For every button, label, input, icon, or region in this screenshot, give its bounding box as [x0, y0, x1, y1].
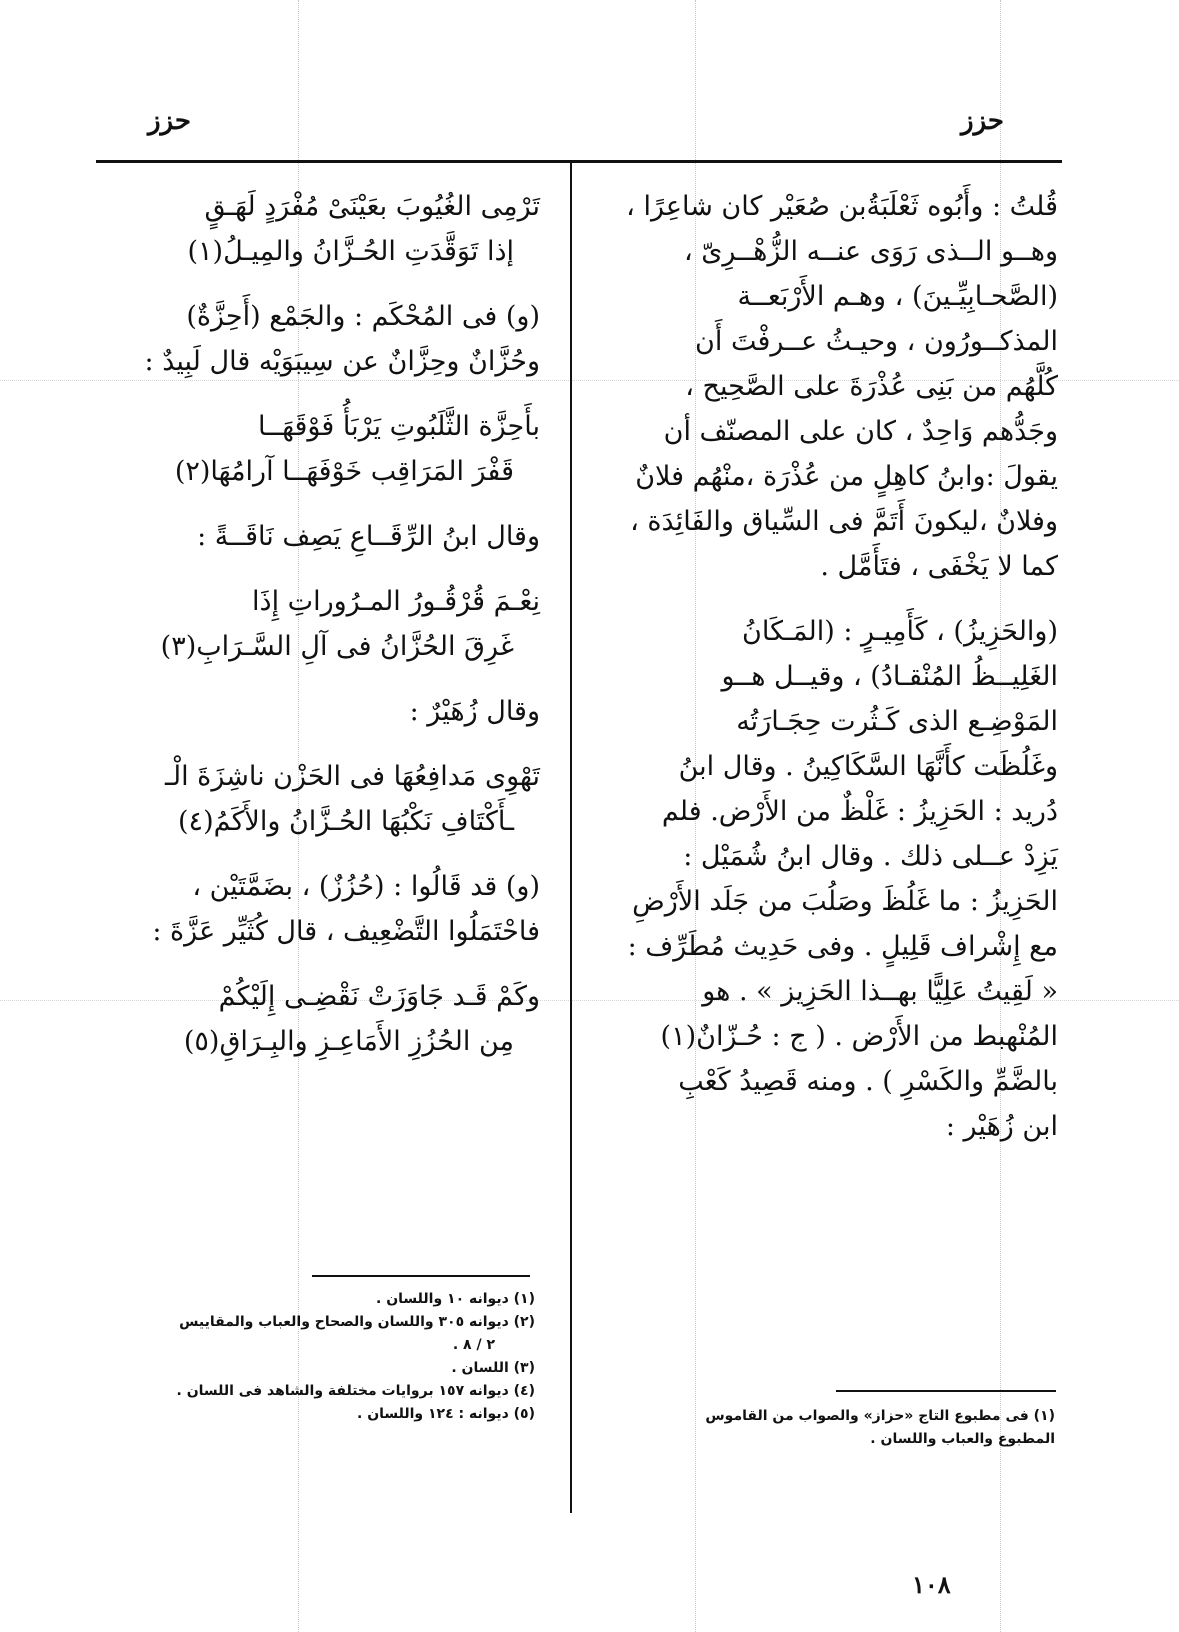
verse-line: غَرِقَ الحُزَّانُ فى آلِ السَّـرَابِ(٣)	[160, 631, 514, 662]
text-line: ابن زُهَيْر :	[945, 1111, 1058, 1142]
text-line: (الصَّحـابِيِّـينَ) ، وهـم الأَرْبَعــة	[737, 281, 1058, 312]
text-line: وحُزَّانٌ وحِزَّانٌ عن سِيبَوَيْه قال لَبِيدٌ :	[144, 346, 540, 377]
verse-line: بأَحِزَّة الثَّلَبُوتِ يَرْبَأُ فَوْقَهَــا	[258, 411, 540, 442]
verse-line: تَهْوِى مَدافِعُهَا فى الحَزْن ناشِزَةَ الْـ	[164, 761, 540, 792]
text-line: المَوْضِـع الذى كَـثُرت حِجَـارَتُه	[736, 706, 1058, 737]
footnote-line: (٣) اللسان .	[451, 1360, 535, 1376]
header-rule	[96, 160, 1062, 163]
text-line: قُلتُ : وأَبُوه ثَعْلَبَةُبن صُعَيْر كان شاعِرًا ،	[626, 191, 1058, 222]
text-line: يَزِدْ عــلى ذلك . وقال ابنُ شُمَيْل :	[683, 841, 1058, 872]
verse-line: تَرْمِى الغُيُوبَ بعَيْنَىْ مُفْرَدٍ لَهَـقٍ	[204, 191, 540, 222]
footnote-rule	[836, 1390, 1056, 1392]
verse-line: ـأَكْتَافِ نَكْبُهَا الحُـزَّانُ والأَكَمُ(٤)	[178, 806, 514, 837]
text-line: (و) قد قَالُوا : (حُزُزٌ) ، بضَمَّتَيْن ،	[192, 871, 540, 902]
text-line: (والحَزِيزُ) ، كَأَمِيـرٍ : (المَـكَانُ	[742, 616, 1058, 647]
text-line: وقال ابنُ الرِّقَــاعِ يَصِف نَاقَــةً :	[197, 521, 540, 552]
footnote-line: المطبوع والعباب واللسان .	[870, 1431, 1055, 1447]
verse-line: نِعْـمَ قُرْقُـورُ المـرُوراتِ إِذَا	[252, 586, 540, 617]
footnotes-left	[95, 1288, 535, 1426]
verse-line: قَفْرَ المَرَاقِب خَوْفَهَــا آرامُهَا(٢)	[174, 456, 514, 487]
text-line: دُريد : الحَزِيزُ : غَلْظٌ من الأَرْض. فلم	[661, 796, 1058, 827]
text-line: وقال زُهَيْرٌ :	[409, 696, 540, 727]
footnote-line: (٤) ديوانه ١٥٧ بروايات مختلفة والشاهد فى اللسان .	[176, 1383, 535, 1399]
column-divider	[570, 163, 572, 1513]
footnote-rule	[312, 1275, 530, 1277]
footnote-line: (٢) ديوانه ٣٠٥ واللسان والصحاح والعباب والمقاييس	[179, 1314, 535, 1330]
text-line: فاحْتَمَلُوا التَّضْعِيف ، قال كُثَيِّر عَزَّةَ :	[152, 916, 540, 947]
verse-line: وكَمْ قَـد جَاوَزَتْ نَقْضِـى إِلَيْكُمْ	[218, 981, 540, 1012]
footnote-line: (٥) ديوانه : ١٢٤ واللسان .	[357, 1406, 535, 1422]
text-line: كُلَّهُم من بَنِى عُذْرَةَ على الصَّحِيح ،	[685, 371, 1058, 402]
right-column	[608, 184, 1058, 1149]
text-line: « لَقِيتُ عَلِيًّا بهــذا الحَزِيز » . هو	[702, 976, 1058, 1007]
left-column	[100, 184, 540, 1064]
header-word-left: حزز	[148, 106, 191, 136]
text-line: المُنْهبط من الأَرْض . ( ج : حُـزّانٌ(١)	[660, 1021, 1058, 1052]
footnote-line: (١) فى مطبوع التاج «حزاز» والصواب من القاموس	[705, 1408, 1055, 1424]
verse-line: إذا تَوَقَّدَتِ الحُـزَّانُ والمِيـلُ(١)	[187, 236, 514, 267]
text-line: بالضَّمِّ والكَسْرِ ) . ومنه قَصِيدُ كَعْبِ	[678, 1066, 1058, 1097]
text-line: الغَلِيــظُ المُنْقـادُ) ، وقيــل هــو	[721, 661, 1058, 692]
text-line: كما لا يَخْفَى ، فتَأَمَّل .	[820, 551, 1058, 582]
page-number: ١٠٨	[912, 1570, 951, 1599]
verse-line: مِن الحُزُزِ الأَمَاعِـزِ والبِـرَاقِ(٥)	[183, 1026, 514, 1057]
footnotes-right	[600, 1405, 1055, 1451]
header-word-right: حزز	[961, 106, 1004, 136]
text-line: يقولَ :وابنُ كاهِلٍ من عُذْرَة ،منْهُم فلانٌ	[635, 461, 1058, 492]
text-line: الحَزِيزُ : ما غَلُظَ وصَلُبَ من جَلَد الأَرْضِ	[632, 886, 1058, 917]
footnote-line: (١) ديوانه ١٠ واللسان .	[376, 1291, 535, 1307]
text-line: مع إِشْراف قَلِيلٍ . وفى حَدِيث مُطَرِّف :	[627, 931, 1058, 962]
text-line: وفلانٌ ،ليكونَ أَتَمَّ فى السِّياق والفَائِدَة ،	[630, 506, 1058, 537]
text-line: وهــو الــذى رَوَى عنــه الزُّهْــرِىّ ،	[683, 236, 1058, 267]
footnote-line: ٢ / ٨ .	[452, 1337, 495, 1353]
text-line: وجَدُّهم وَاحِدٌ ، كان على المصنّف أن	[663, 416, 1058, 447]
text-line: المذكــورُون ، وحيـثُ عــرفْتَ أَن	[695, 326, 1058, 357]
text-line: (و) فى المُحْكَم : والجَمْع (أَحِزَّةٌ)	[186, 301, 540, 332]
text-line: وغَلُظَت كأَنَّهَا السَّكَاكِينُ . وقال ابنُ	[678, 751, 1058, 782]
